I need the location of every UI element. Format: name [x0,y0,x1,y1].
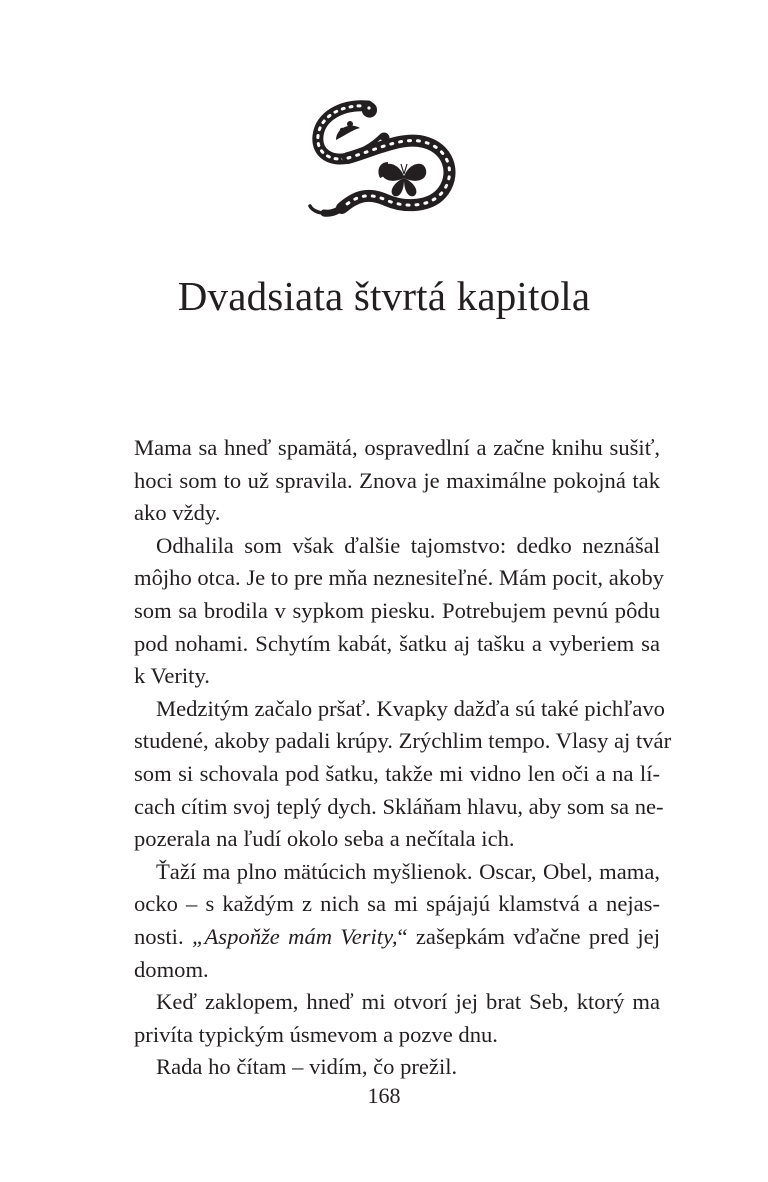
chapter-body [134,432,672,1084]
paragraph [134,530,664,693]
text-line: Medzitým začalo pršať. Kvapky dažďa sú také pichľavo [156,695,665,721]
text-line: pod nohami. Schytím kabát, šatku aj tašku a vyberiem sa [134,630,660,656]
text-line-wrap [134,530,660,563]
text-line: ocko – s každým z nich sa mi spájajú klamstvá a nejas- [134,891,660,917]
text-line: som si schovala pod šatku, takže mi vidno len oči a na lí- [134,760,660,786]
text-line: privíta typickým úsmevom a pozve dnu. [134,1021,498,1047]
italic-quote: „Aspoňže mám Verity, [191,923,398,949]
text-line: Mama sa hneď spamätá, ospravedlní a začne knihu sušiť, [134,435,660,460]
text-line: cach cítim svoj teplý dych. Skláňam hlavu, aby som sa ne- [134,793,664,819]
snake-butterfly-ornament-icon [306,100,462,222]
text-line: studené, akoby padali krúpy. Zrýchlim tempo. Vlasy aj tvár [134,728,672,754]
text-segment: “ zašepkám vďačne pred jej [397,923,660,949]
text-line: Keď zaklopem, hneď mi otvorí jej brat Seb, ktorý ma [156,989,660,1015]
text-line: môjho otca. Je to pre mňa neznesiteľné. Mám pocit, akoby [134,565,664,591]
page-number: 168 [367,1083,401,1108]
text-line: ako vždy. [134,500,221,526]
text-line: Rada ho čítam – vidím, čo prežil. [156,1054,458,1080]
text-line: Odhalila som však ďalšie tajomstvo: dedko neznášal [156,532,660,558]
text-line: som sa brodila v sypkom piesku. Potrebujem pevnú pôdu [134,597,660,623]
text-line: hoci som to už spravila. Znova je maximálne pokojná tak [134,467,660,493]
paragraph [134,693,672,856]
paragraph [134,1051,660,1084]
text-line: domom. [134,956,209,982]
paragraph [134,432,660,530]
paragraph [134,986,660,1051]
text-line: k Verity. [134,663,210,689]
chapter-title: Dvadsiata štvrtá kapitola [177,273,591,319]
text-line-italic [134,921,660,954]
text-segment: nosti. [134,923,192,949]
text-line: Ťaží ma plno mätúcich myšlienok. Oscar, Obel, mama, [156,858,660,884]
paragraph [134,856,660,986]
text-line: pozerala na ľudí okolo seba a nečítala ich. [134,826,515,852]
